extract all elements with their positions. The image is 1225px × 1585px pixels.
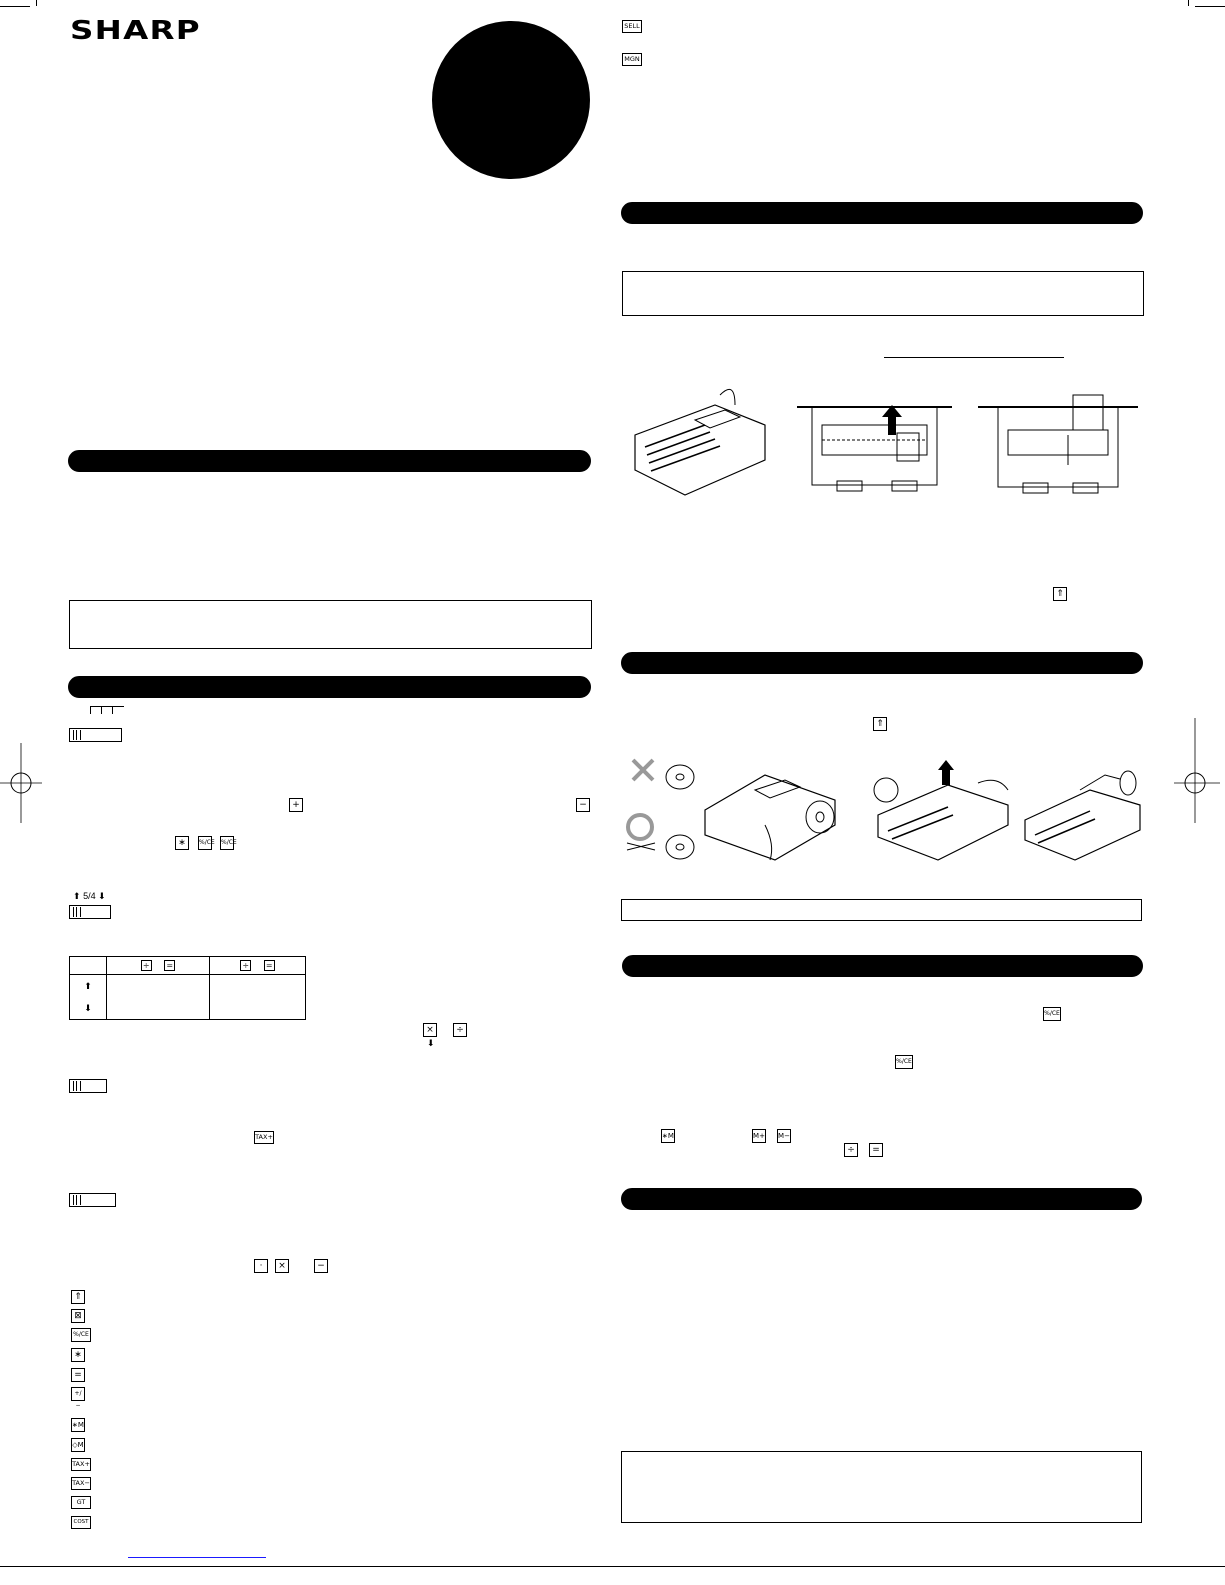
tax-plus-key-icon-inline: TAX+ [254, 1131, 274, 1144]
rounding-switch-label [73, 891, 106, 902]
mode-switch-icon [69, 1193, 116, 1207]
section-header-bar-left-2 [68, 676, 591, 698]
paper-feed-press-illustration [858, 765, 1018, 865]
divide-key-icon-inline: ÷ [453, 1023, 467, 1037]
notice-box-left [69, 600, 592, 649]
paper-feed-key-icon: ⇑ [71, 1290, 85, 1304]
rounding-label: 5/4 [83, 891, 96, 901]
minus-key-icon-2: − [314, 1259, 328, 1273]
ink-roller-install-illustration [978, 395, 1138, 495]
underline-rule [884, 357, 1064, 358]
language-badge-circle [432, 21, 590, 179]
paper-threading-illustration [1020, 765, 1145, 865]
section-header-bar-right-4 [621, 1188, 1142, 1210]
equals-key-icon: = [164, 960, 175, 971]
percent-ce-key-icon-1: %/CE [198, 836, 212, 850]
power-switch-icon [69, 728, 122, 742]
percent-ce-key-icon-list: %/CE [71, 1328, 91, 1342]
registration-mark-left [6, 768, 36, 798]
times-key-icon: × [423, 1023, 437, 1037]
calculator-cover-illustration [625, 385, 775, 505]
percent-ce-key-icon-right-2: %/CE [895, 1055, 913, 1069]
grand-total-key-icon: GT [71, 1496, 91, 1509]
section-header-bar-right-1 [621, 202, 1143, 224]
margin-key-icon: MGN [622, 53, 642, 66]
dot-key-icon: · [254, 1259, 268, 1273]
clear-key-icon: ⊠ [71, 1309, 85, 1323]
equals-key-icon-list: = [71, 1368, 85, 1382]
registration-mark-right [1180, 768, 1210, 798]
equals-key-icon: = [264, 960, 275, 971]
notice-box-right-1 [622, 271, 1144, 316]
decimal-switch-icon [69, 1079, 107, 1093]
rounding-switch-icon [69, 905, 111, 919]
section-header-bar-right-2 [621, 652, 1143, 674]
round-down-arrow-icon-inline: ⬇ [427, 1038, 435, 1048]
paper-feed-key-icon-inline: ⇑ [1053, 587, 1067, 601]
plus-key-icon: + [289, 798, 303, 812]
m-minus-key-icon: M− [777, 1129, 791, 1143]
times-key-icon-2: × [275, 1259, 289, 1273]
switch-position-marks [90, 706, 124, 715]
memory-minus-key-icon: ◇M [71, 1438, 85, 1452]
percent-ce-key-icon-right-1: %/CE [1043, 1007, 1061, 1021]
section-header-bar-right-3 [622, 955, 1143, 977]
paper-roll-insert-illustration [685, 765, 845, 865]
tax-plus-key-icon: TAX+ [71, 1458, 91, 1471]
m-plus-key-icon: M+ [752, 1129, 766, 1143]
crop-mark-bottom-left [0, 1566, 1225, 1567]
percent-ce-key-icon-2: %/CE [220, 836, 234, 850]
round-up-arrow-icon: ⬆ [84, 981, 92, 991]
divide-key-icon: ÷ [141, 960, 152, 971]
link-underline [128, 1557, 266, 1558]
memory-plus-key-icon-inline: ∗M [661, 1129, 675, 1143]
section-header-bar-left-1 [68, 450, 591, 472]
equals-key-icon-right: = [869, 1143, 883, 1157]
crop-mark-top-left-v [36, 0, 37, 6]
round-up-arrow-icon: ⬆ [73, 891, 81, 901]
round-down-arrow-icon: ⬇ [84, 1003, 92, 1013]
notice-box-right-2 [621, 899, 1142, 921]
rounding-table [69, 956, 306, 1020]
sign-change-key-icon: +/− [71, 1387, 85, 1401]
minus-key-icon: − [576, 798, 590, 812]
sell-key-icon: SELL [622, 20, 642, 33]
star-key-icon: ∗ [175, 836, 189, 850]
paper-feed-key-icon-inline-2: ⇑ [873, 717, 887, 731]
ink-roller-remove-illustration [797, 405, 952, 500]
sharp-logo: SHARP [70, 16, 201, 46]
notice-box-right-3 [621, 1451, 1142, 1523]
star-key-icon-list: ∗ [71, 1348, 85, 1362]
crop-mark-top-left [0, 0, 30, 7]
crop-mark-top-right [1195, 0, 1225, 7]
round-down-arrow-icon: ⬇ [98, 891, 106, 901]
crop-mark-top-right-v [1188, 0, 1189, 6]
divide-key-icon: ÷ [240, 960, 251, 971]
cost-key-icon: COST [71, 1516, 91, 1529]
divide-key-icon-right: ÷ [844, 1143, 858, 1157]
memory-plus-key-icon: ∗M [71, 1418, 85, 1432]
tax-minus-key-icon: TAX− [71, 1477, 91, 1490]
